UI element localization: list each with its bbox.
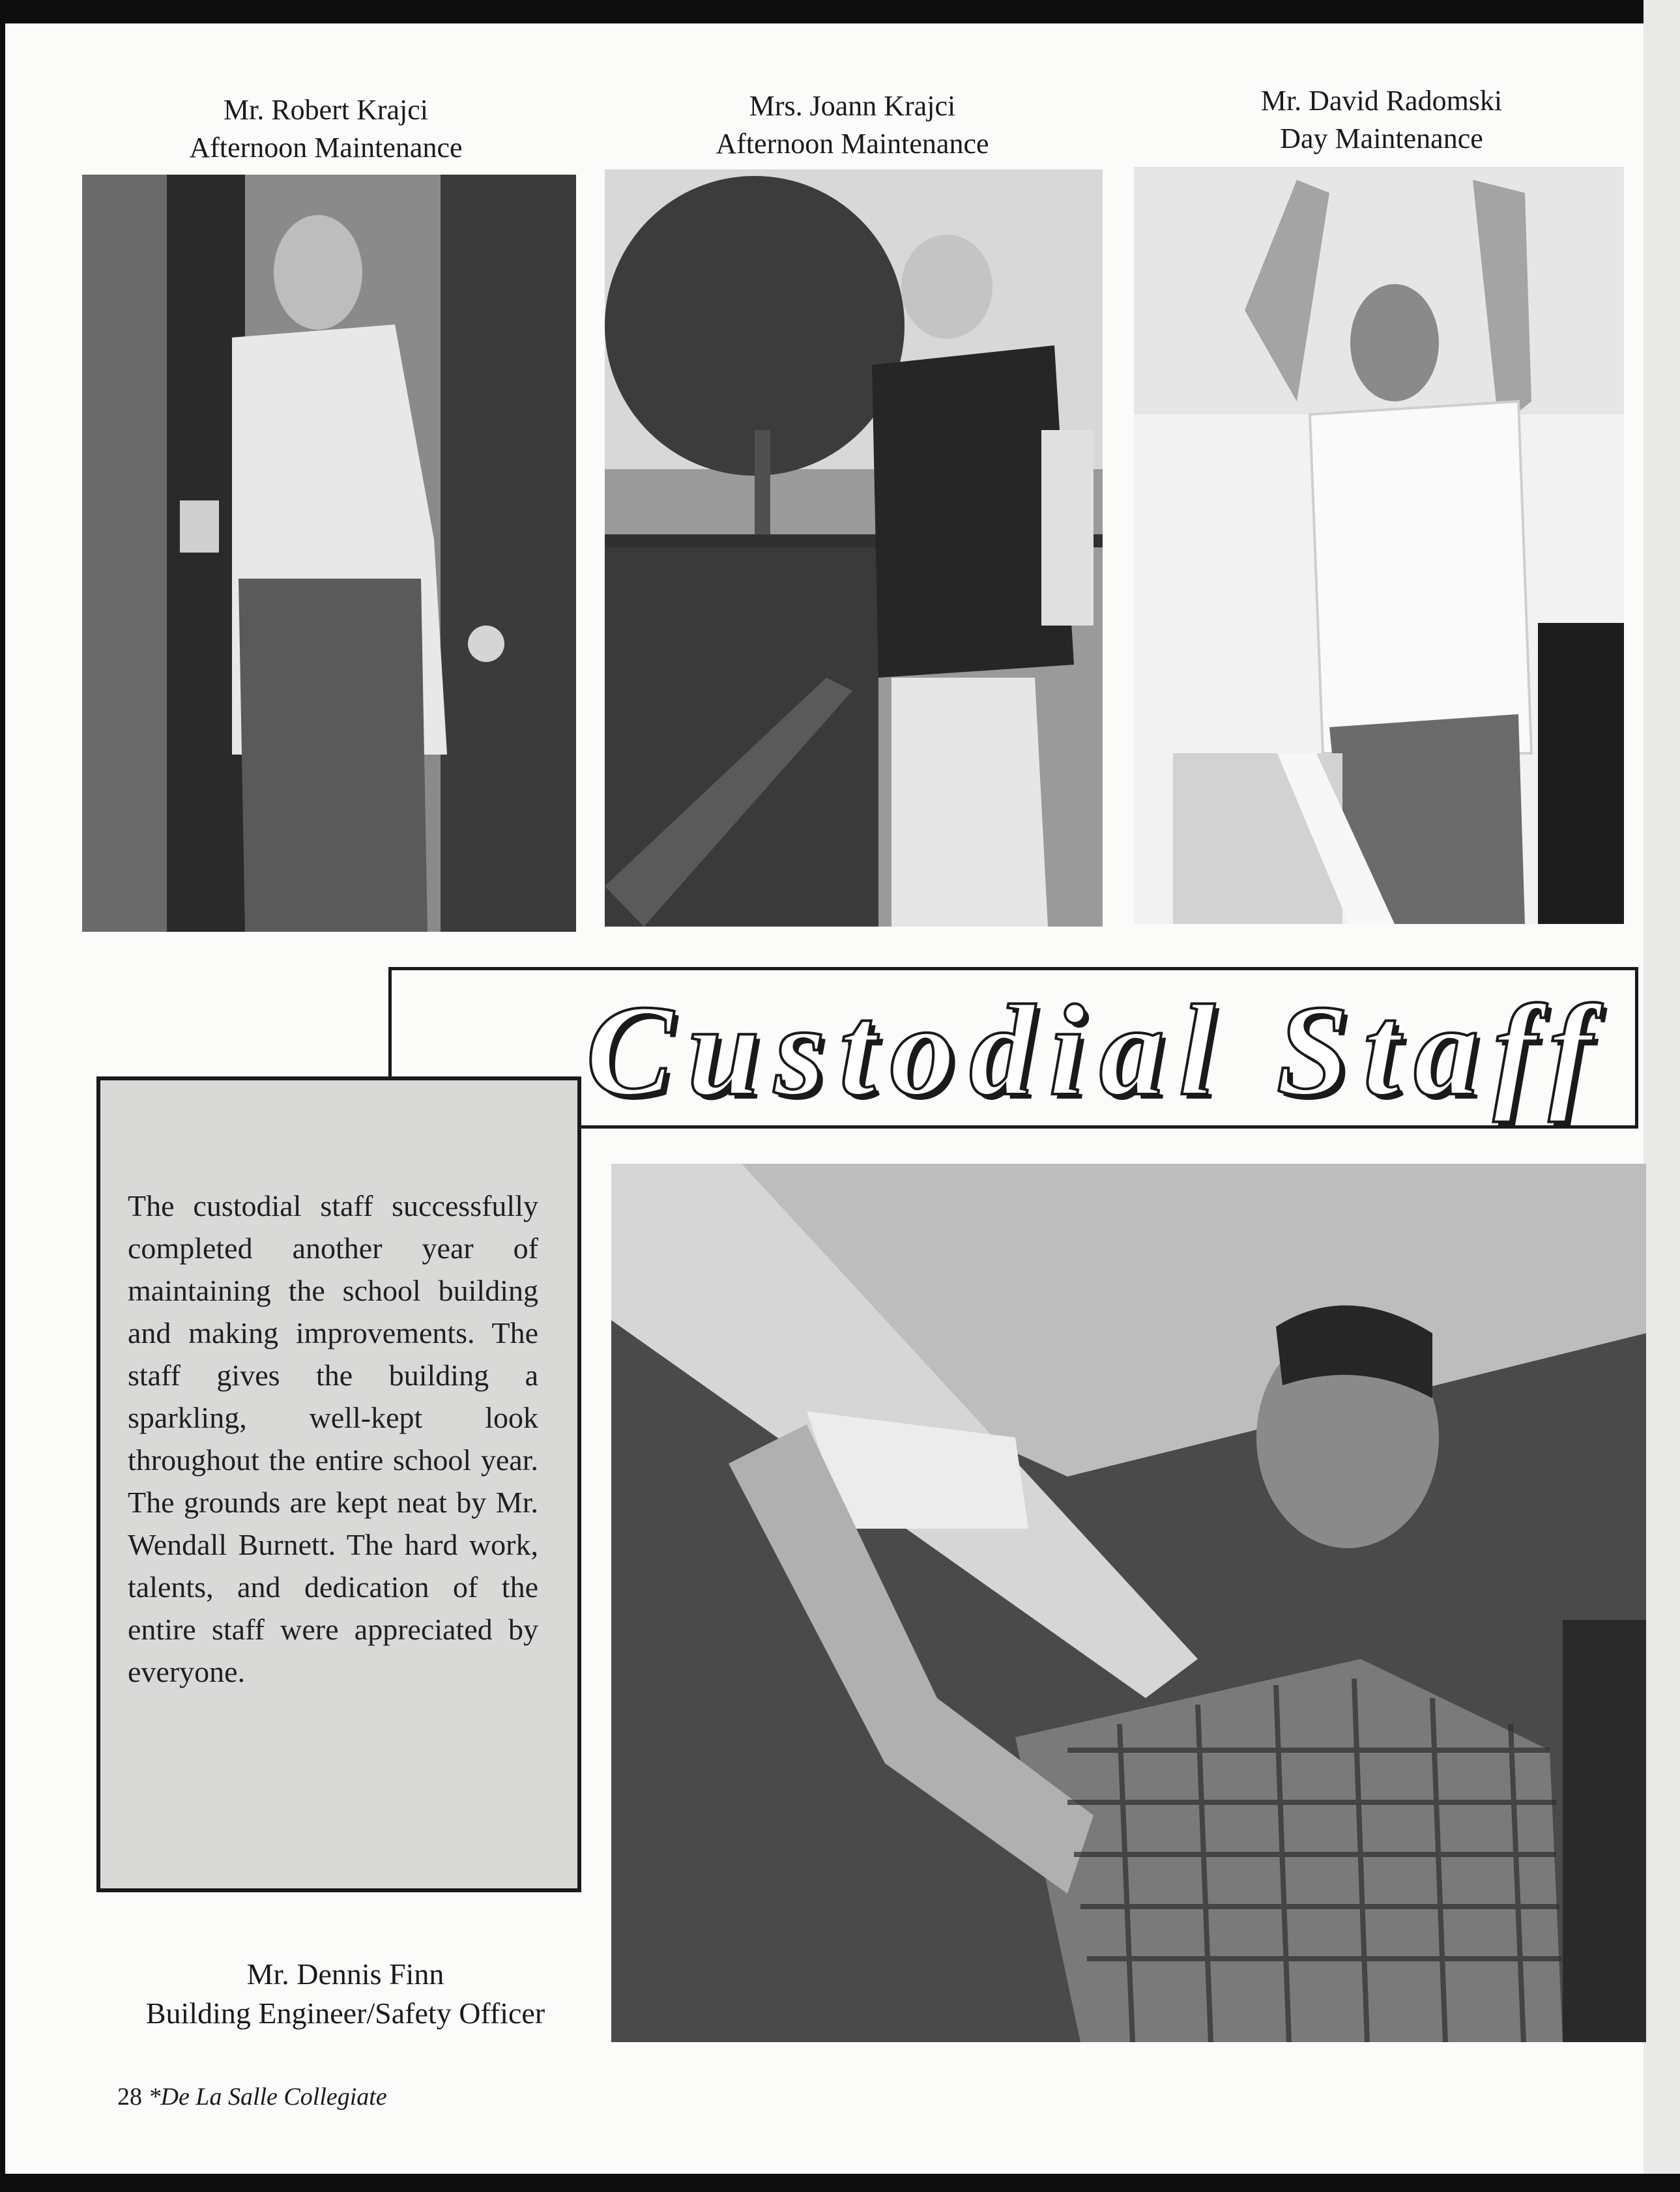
photo-david-radomski [1134,167,1624,924]
text-box [96,1076,581,1892]
page-number: 28 [117,2083,142,2111]
publication-name: *De La Salle Collegiate [148,2083,387,2111]
caption-role: Afternoon Maintenance [716,128,989,160]
caption-dennis-finn [98,1955,593,2033]
photo-joann-krajci [605,169,1103,927]
photo-dennis-finn [611,1164,1646,2042]
photo-robert-krajci [82,175,576,932]
caption-name: Mr. Dennis Finn [246,1957,444,1991]
page-footer [117,2083,387,2111]
caption-role: Building Engineer/Safety Officer [145,1997,545,2030]
body-text: The custodial staff successfully completed another year of maintaining the school building and making improvements. The staff gives the building a sparkling, well-kept look throughout the entire school year. The grounds are kept neat by Mr. Wendall Burnett. The hard work, talents, and dedication of the entire staff were appreciated by everyone. [128,1189,538,1688]
caption-name: Mr. David Radomski [1260,85,1503,117]
page-title: Custodial Staff [586,979,1606,1123]
caption-role: Afternoon Maintenance [189,132,463,164]
caption-joann-krajci [605,87,1100,163]
caption-name: Mrs. Joann Krajci [749,90,956,122]
page-edge [1644,0,1680,2192]
caption-role: Day Maintenance [1280,123,1483,154]
caption-name: Mr. Robert Krajci [223,94,429,126]
scan-border [0,2174,1680,2192]
caption-david-radomski [1134,82,1629,158]
caption-robert-krajci [81,91,571,167]
